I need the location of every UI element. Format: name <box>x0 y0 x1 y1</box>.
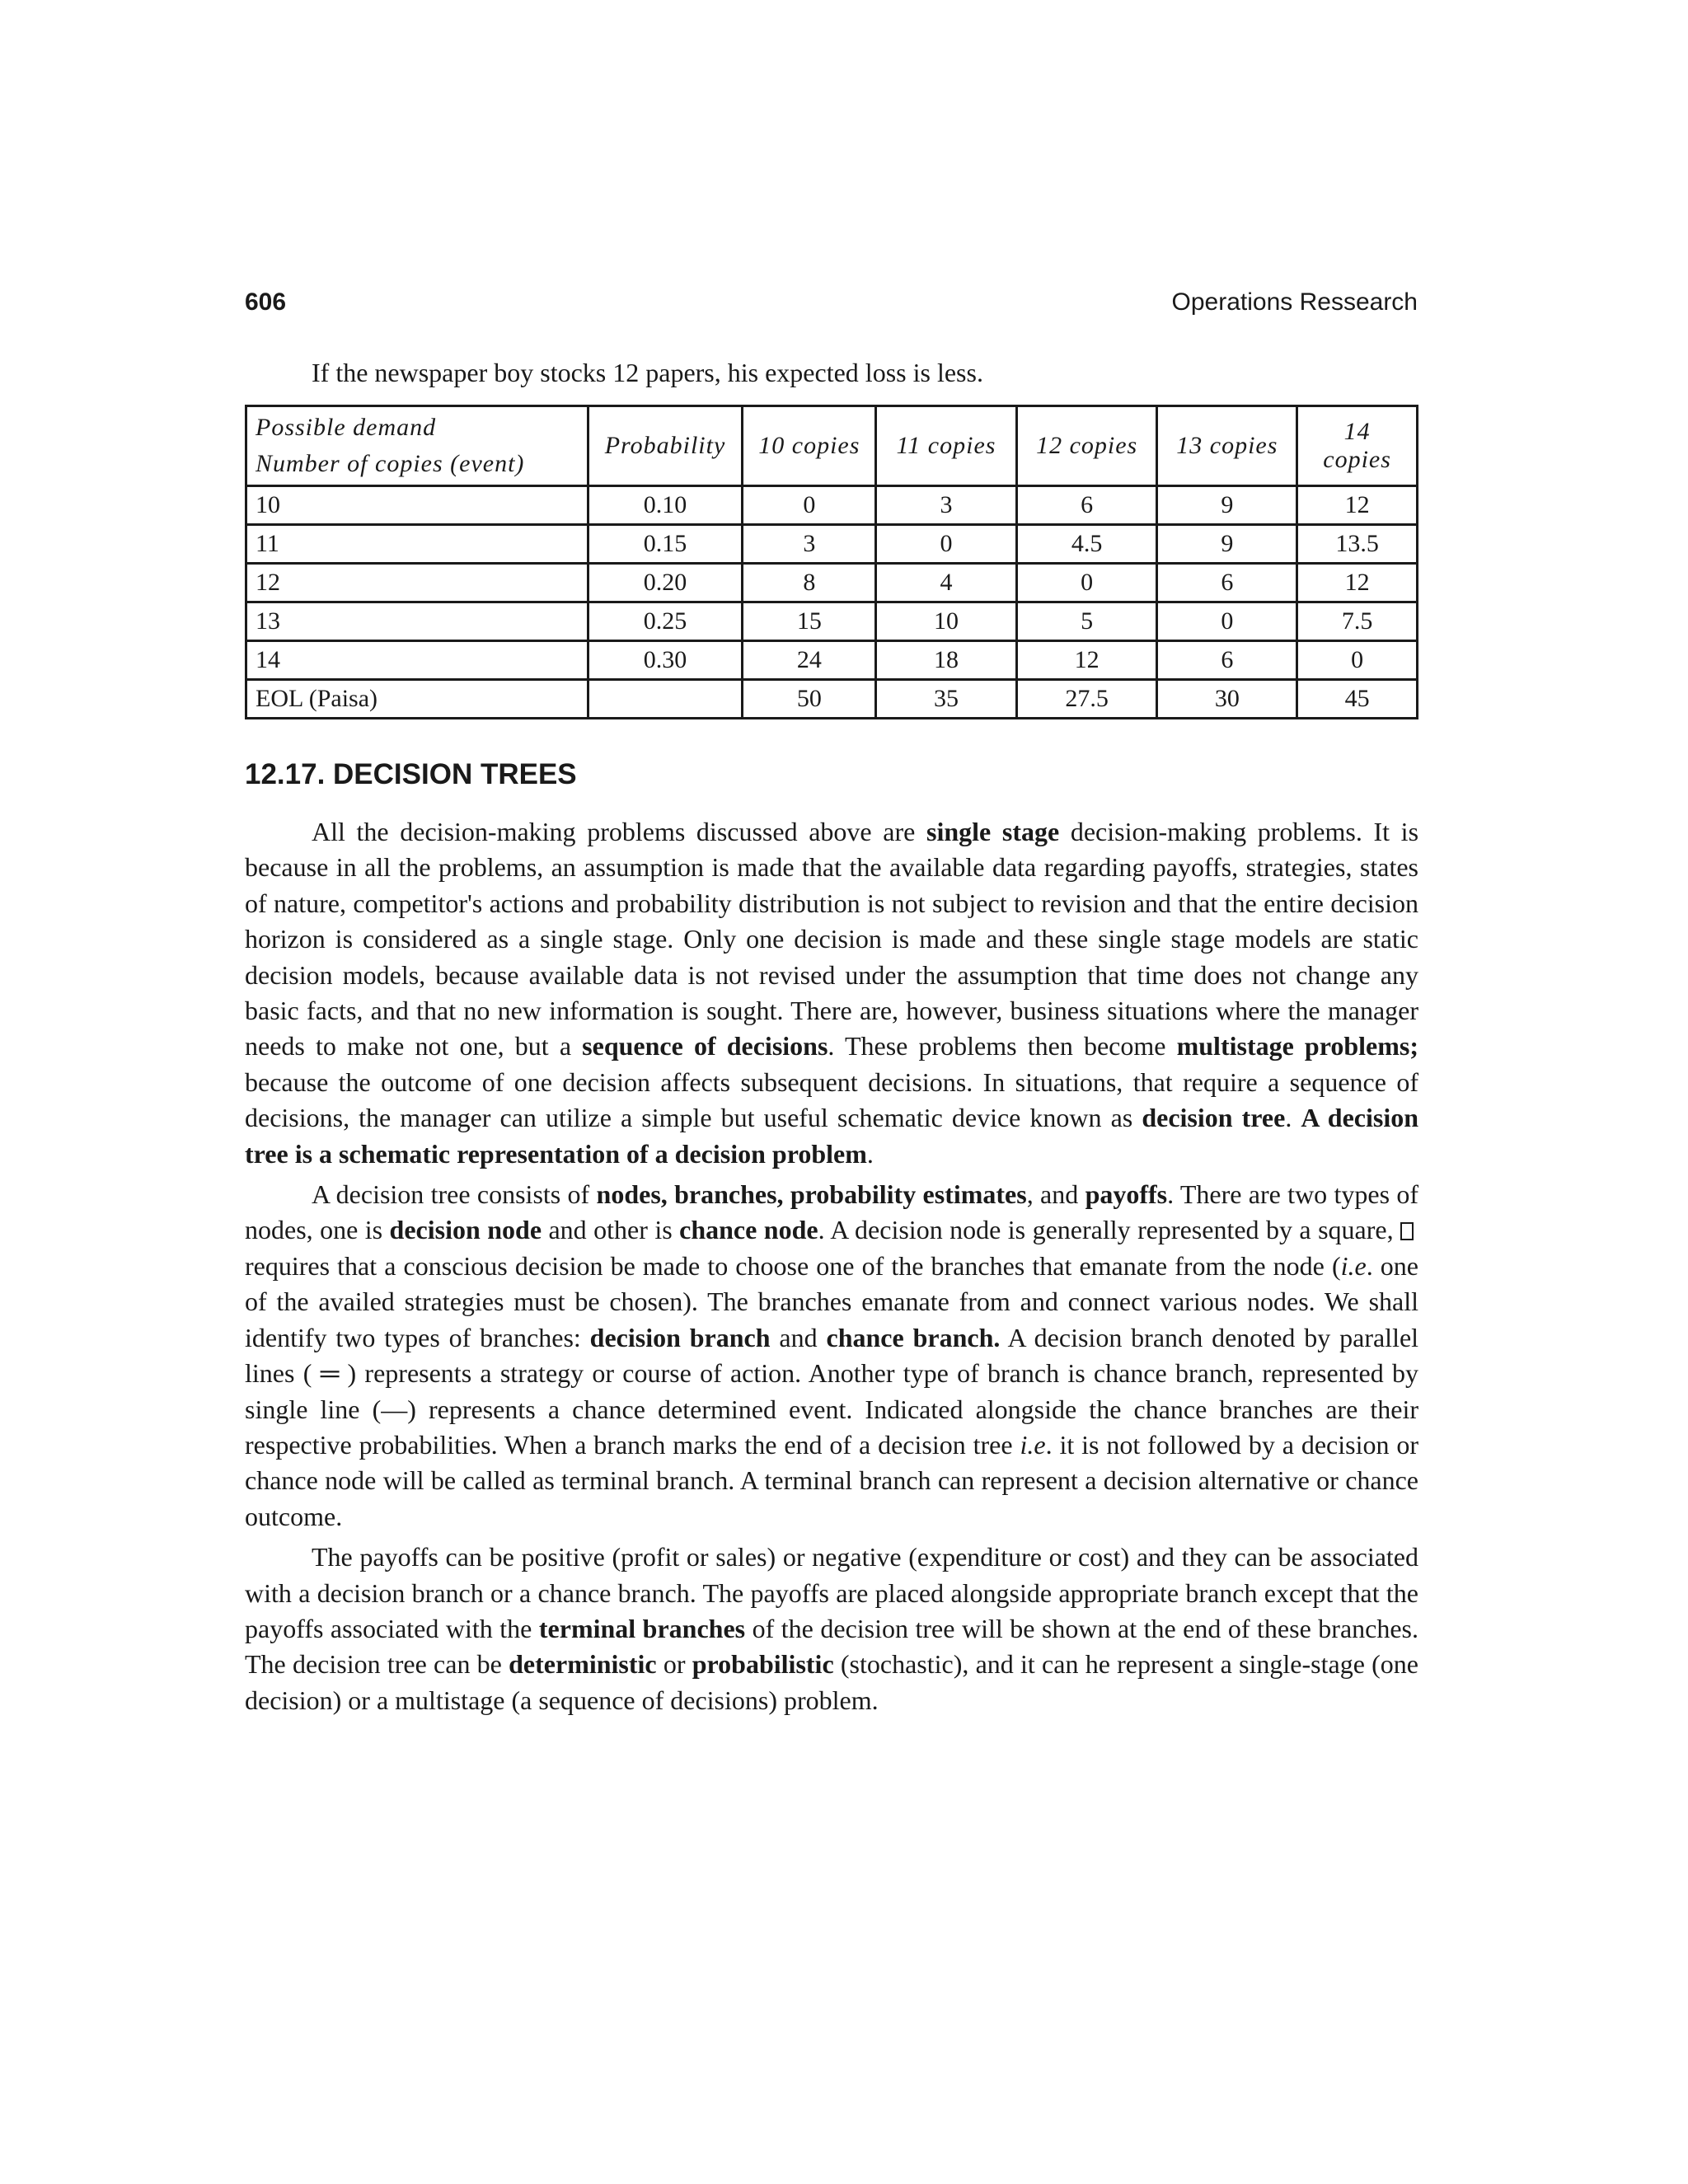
text-run: A decision branch denoted by parallel lines ( ═ ) represents a strategy or course of action. Another type of branch is chance branch, represented by single line (—) represents a chance determined event. Indicated alongside the chance branches are their respective probabilities. When a branch marks the end of a decision tree <box>245 1322 1419 1460</box>
table-cell: 9 <box>1157 486 1297 525</box>
text-run: and other is <box>542 1215 680 1245</box>
table-cell: 35 <box>876 680 1017 719</box>
paragraph-2 <box>245 1177 1418 1535</box>
text-run: . These problems then become <box>828 1031 1177 1062</box>
table-cell: 0 <box>1157 602 1297 641</box>
table-header-cell: 12 copies <box>1016 406 1157 486</box>
table-cell: 10 <box>246 486 588 525</box>
table-cell: 12 <box>246 564 588 602</box>
bold-term: terminal branches <box>538 1613 746 1643</box>
text-run: . it is not followed by a decision or chance node will be called as terminal branch. A terminal branch can represent a decision alternative or chance outcome. <box>245 1429 1419 1531</box>
paragraph-3 <box>245 1540 1418 1718</box>
bold-term: chance branch. <box>826 1322 1001 1352</box>
table-cell: 8 <box>743 564 876 602</box>
table-row <box>246 602 1418 641</box>
italic-term: i.e <box>1340 1250 1367 1281</box>
text-run: and <box>770 1322 827 1352</box>
table-cell: 14 <box>246 641 588 680</box>
table-cell: 0.20 <box>588 564 743 602</box>
table-row-eol <box>246 680 1418 719</box>
text-run: . There are two types of nodes, one is <box>245 1179 1419 1245</box>
table-cell: 6 <box>1157 564 1297 602</box>
section-body <box>245 814 1418 1723</box>
bold-term: chance node <box>679 1215 818 1245</box>
section-heading: 12.17. DECISION TREES <box>245 758 577 790</box>
table-cell: 27.5 <box>1016 680 1157 719</box>
bold-term: nodes, branches, probability estimates <box>596 1179 1027 1210</box>
table-cell: 12 <box>1297 486 1418 525</box>
table-cell: 30 <box>1157 680 1297 719</box>
bold-term: deterministic <box>509 1649 657 1680</box>
table-cell: 50 <box>743 680 876 719</box>
table-cell: 3 <box>743 525 876 564</box>
table-cell: 0.30 <box>588 641 743 680</box>
paragraph-1 <box>245 814 1418 1172</box>
table-header-demand-line1: Possible demand <box>256 414 437 441</box>
expected-loss-table <box>245 405 1418 719</box>
table-cell: 11 <box>246 525 588 564</box>
table-cell: 0 <box>1297 641 1418 680</box>
text-run: requires that a conscious decision be made to choose one of the branches that emanate from the node ( <box>245 1250 1341 1281</box>
table-cell: 13.5 <box>1297 525 1418 564</box>
text-run: . <box>1285 1103 1301 1133</box>
table-cell: 6 <box>1157 641 1297 680</box>
text-run: . one of the availed strategies must be chosen). The branches emanate from and connect various nodes. We shall identify two types of branches: <box>245 1250 1419 1352</box>
table-row <box>246 525 1418 564</box>
table-cell <box>588 680 743 719</box>
text-run: because the outcome of one decision affects subsequent decisions. In situations, that require a sequence of decisions, the manager can utilize a simple but useful schematic device known as <box>245 1066 1418 1133</box>
table-cell: 0 <box>743 486 876 525</box>
text-run: (stochastic), and it can he represent a single-stage (one decision) or a multistage (a sequence of decisions) problem. <box>245 1649 1419 1715</box>
bold-term: single stage <box>926 817 1060 846</box>
text-run: , and <box>1026 1179 1085 1210</box>
bold-term: decision node <box>389 1215 542 1245</box>
square-node-symbol <box>1400 1222 1414 1240</box>
table-header-row <box>246 406 1418 486</box>
table-cell: 0 <box>1016 564 1157 602</box>
table-cell: 0 <box>876 525 1017 564</box>
table-header-demand-line2: Number of copies (event) <box>256 450 525 477</box>
table-cell: 18 <box>876 641 1017 680</box>
table-cell: 0.10 <box>588 486 743 525</box>
bold-term: decision tree <box>1142 1103 1286 1133</box>
table-cell: 12 <box>1297 564 1418 602</box>
text-run: or <box>656 1649 692 1680</box>
table-row <box>246 486 1418 525</box>
bold-term: multistage problems; <box>1176 1031 1419 1062</box>
table-row <box>246 564 1418 602</box>
table-cell: 0.15 <box>588 525 743 564</box>
table-header-demand <box>246 406 588 486</box>
text-run: A decision tree consists of <box>312 1179 597 1210</box>
table-cell: 9 <box>1157 525 1297 564</box>
table-cell: 45 <box>1297 680 1418 719</box>
table-header-cell: 14 copies <box>1297 406 1418 486</box>
table-header-cell: 10 copies <box>743 406 876 486</box>
bold-term: sequence of decisions <box>582 1031 828 1062</box>
table-cell: 7.5 <box>1297 602 1418 641</box>
table-header-cell: Probability <box>588 406 743 486</box>
italic-term: i.e <box>1020 1429 1046 1460</box>
page-number: 606 <box>245 288 287 316</box>
table-cell: 12 <box>1016 641 1157 680</box>
running-title: Operations Ressearch <box>1171 288 1418 316</box>
bold-term: payoffs <box>1085 1179 1168 1210</box>
text-run: All the decision-making problems discussed above are <box>312 817 926 846</box>
table-cell: 3 <box>876 486 1017 525</box>
table-row <box>246 641 1418 680</box>
table-cell: 4 <box>876 564 1017 602</box>
table-header-cell: 11 copies <box>876 406 1017 486</box>
table-cell: 15 <box>743 602 876 641</box>
intro-line: If the newspaper boy stocks 12 papers, his expected loss is less. <box>312 358 983 387</box>
text-run: . A decision node is generally represented by a square, <box>818 1215 1401 1245</box>
table-cell: 24 <box>743 641 876 680</box>
page-header <box>245 288 1418 321</box>
table-cell: 5 <box>1016 602 1157 641</box>
bold-term: decision branch <box>589 1322 771 1352</box>
table-cell: 0.25 <box>588 602 743 641</box>
table-cell: 6 <box>1016 486 1157 525</box>
text-run: The payoffs can be positive (profit or sales) or negative (expenditure or cost) and they can be associated with a decision branch or a chance branch. The payoffs are placed alongside appropriate branch except that the payoffs associated with the <box>245 1542 1418 1643</box>
bold-term: probabilistic <box>692 1649 834 1680</box>
text-run: of the decision tree will be shown at the end of these branches. The decision tree can be <box>245 1613 1419 1680</box>
bold-term: A decision tree is a schematic representation of a decision problem <box>245 1103 1419 1169</box>
table-cell: EOL (Paisa) <box>246 680 588 719</box>
table-cell: 13 <box>246 602 588 641</box>
table-cell: 10 <box>876 602 1017 641</box>
table-cell: 4.5 <box>1016 525 1157 564</box>
text-run: decision-making problems. It is because in all the problems, an assumption is made that the available data regarding payoffs, strategies, states of nature, competitor's actions and probability distribution is not subject to revision and that the entire decision horizon is considered as a single stage. Only one decision is made and these single stage models are static decision models, because available data is not revised under the assumption that time does not change any basic facts, and that no new information is sought. There are, however, business situations where the manager needs to make not one, but a <box>245 817 1419 1062</box>
text-run: . <box>866 1138 874 1169</box>
table-header-cell: 13 copies <box>1157 406 1297 486</box>
